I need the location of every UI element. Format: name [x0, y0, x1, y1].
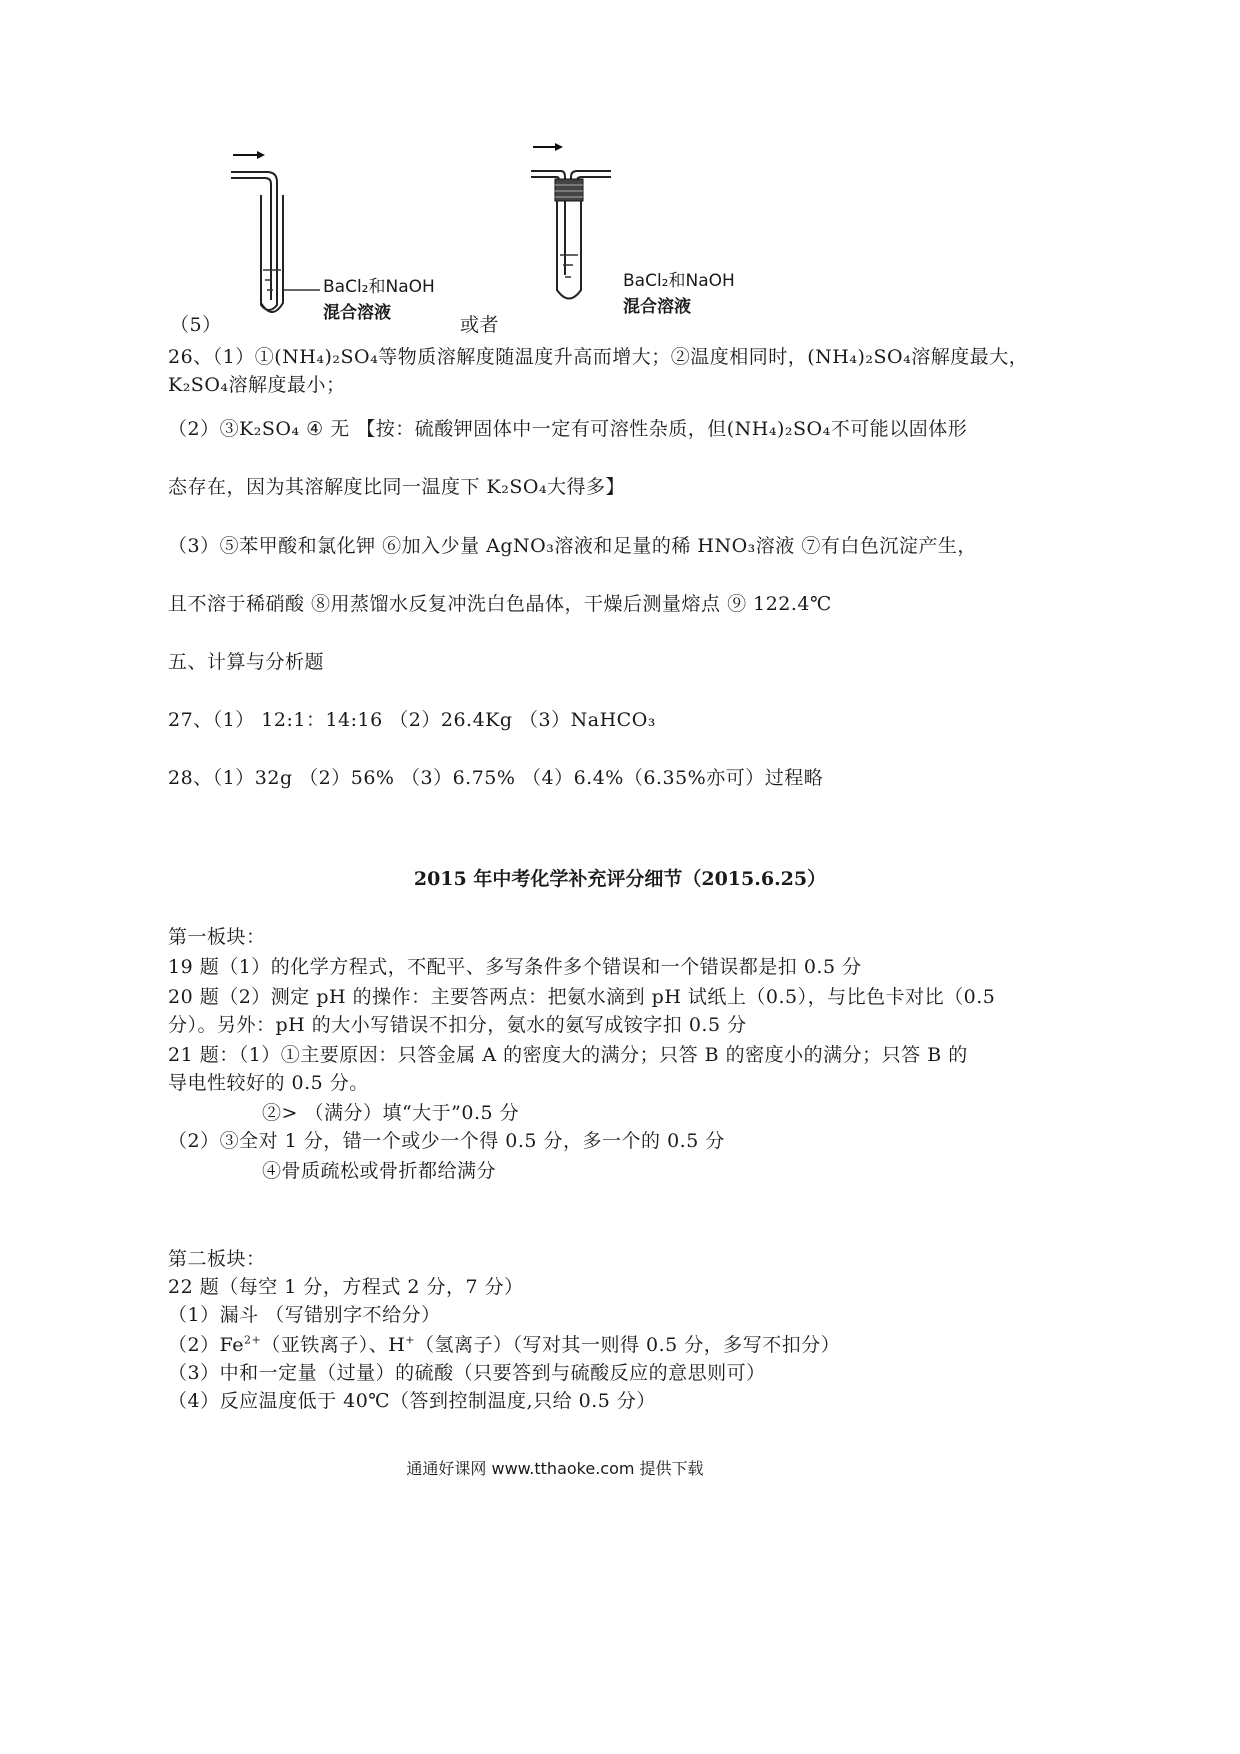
- block-1-line-1: 19 题（1）的化学方程式，不配平、多写条件多个错误和一个错误都是扣 0.5 分: [168, 956, 862, 978]
- diagram-label-right-1: BaCl₂和NaOH: [623, 271, 735, 291]
- q27-answer: 27、（1） 12:1：14:16 （2）26.4Kg （3）NaHCO₃: [168, 709, 656, 731]
- block-1-line-3: 分）。另外：pH 的大小写错误不扣分，氨水的氨写成铵字扣 0.5 分: [168, 1014, 747, 1036]
- block-2-line-5: （4）反应温度低于 40℃（答到控制温度,只给 0.5 分）: [168, 1390, 656, 1412]
- block-2-line-3-part-b: （亚铁离子）、H: [261, 1334, 406, 1356]
- block-2-line-2: （1）漏斗 （写错别字不给分）: [168, 1304, 441, 1326]
- q28-answer: 28、（1）32g （2）56% （3）6.75% （4）6.4%（6.35%亦可）过程略: [168, 767, 824, 789]
- item-5-label: （5）: [170, 314, 222, 336]
- q26-line-5: （3）⑤苯甲酸和氯化钾 ⑥加入少量 AgNO₃溶液和足量的稀 HNO₃溶液 ⑦有白色沉淀产生，: [168, 535, 977, 557]
- diagram-label-left-2: 混合溶液: [323, 303, 391, 323]
- block-2-line-3: [168, 1330, 840, 1357]
- block-2-title: 第二板块：: [168, 1248, 266, 1270]
- block-1-line-5: 导电性较好的 0.5 分。: [168, 1072, 369, 1094]
- diagram-label-right-2: 混合溶液: [623, 297, 691, 317]
- page-footer: 通通好课网 www.tthaoke.com 提供下载: [406, 1459, 704, 1478]
- block-1-line-6: ②> （满分）填“大于”0.5 分: [262, 1102, 520, 1124]
- block-2-line-3-sup-2: +: [405, 1333, 415, 1347]
- q26-line-6: 且不溶于稀硝酸 ⑧用蒸馏水反复冲洗白色晶体，干燥后测量熔点 ⑨ 122.4℃: [168, 593, 832, 615]
- section-5-title: 五、计算与分析题: [168, 651, 325, 673]
- block-1-line-2: 20 题（2）测定 pH 的操作：主要答两点：把氨水滴到 pH 试纸上（0.5），与比色卡对比（0.5: [168, 986, 996, 1008]
- block-2-line-3-part-c: （氢离子）（写对其一则得 0.5 分，多写不扣分）: [415, 1334, 841, 1356]
- block-1-line-7: （2）③全对 1 分，错一个或少一个得 0.5 分，多一个的 0.5 分: [168, 1130, 725, 1152]
- block-1-line-4: 21 题：（1）①主要原因：只答金属 A 的密度大的满分；只答 B 的密度小的满分；只答 B 的: [168, 1044, 968, 1066]
- diagram-label-left-1: BaCl₂和NaOH: [323, 277, 435, 297]
- block-2-line-3-part-a: （2）Fe: [168, 1334, 244, 1356]
- q26-line-1: 26、（1）①(NH₄)₂SO₄等物质溶解度随温度升高而增大；②温度相同时，(NH₄)₂SO₄溶解度最大，: [168, 346, 1029, 368]
- block-1-line-8: ④骨质疏松或骨折都给满分: [262, 1160, 497, 1182]
- q26-line-4: 态存在，因为其溶解度比同一温度下 K₂SO₄大得多】: [168, 476, 626, 498]
- q26-line-3: （2）③K₂SO₄ ④ 无 【按：硫酸钾固体中一定有可溶性杂质，但(NH₄)₂SO₄不可能以固体形: [168, 418, 968, 440]
- or-text: 或者: [460, 314, 500, 336]
- block-2-line-1: 22 题（每空 1 分，方程式 2 分，7 分）: [168, 1276, 524, 1298]
- supplement-title: 2015 年中考化学补充评分细节（2015.6.25）: [413, 868, 827, 890]
- block-1-title: 第一板块：: [168, 926, 266, 948]
- block-2-line-3-sup-1: 2+: [243, 1333, 262, 1347]
- q26-line-2: K₂SO₄溶解度最小；: [168, 374, 346, 396]
- block-2-line-4: （3）中和一定量（过量）的硫酸（只要答到与硫酸反应的意思则可）: [168, 1362, 766, 1384]
